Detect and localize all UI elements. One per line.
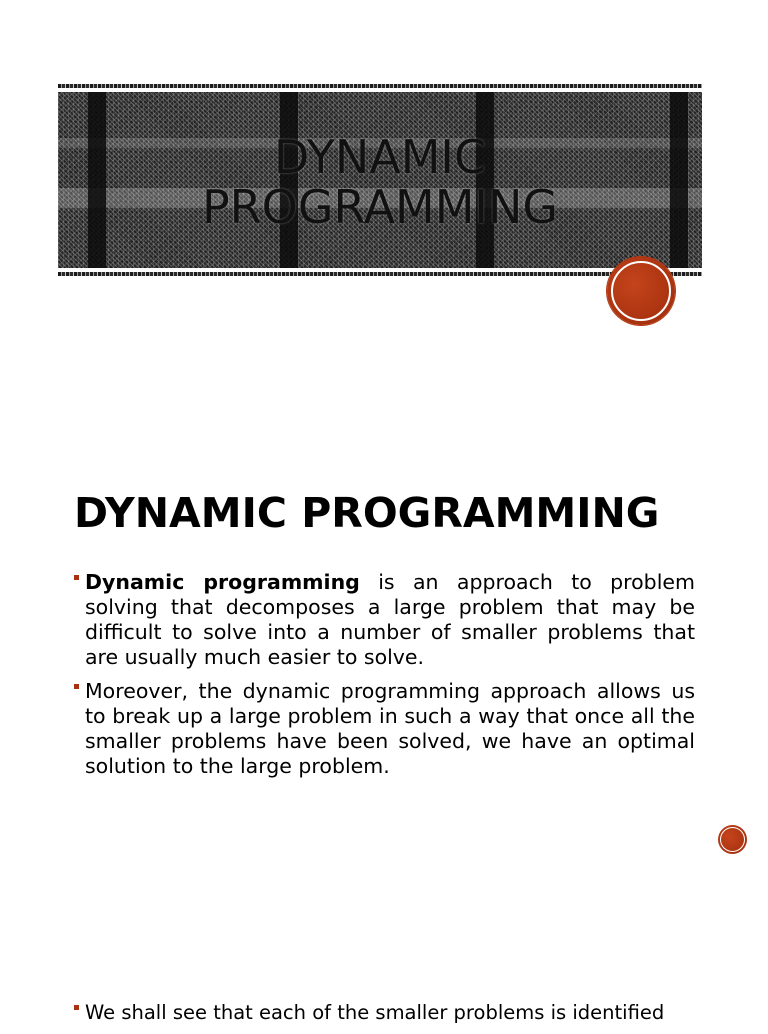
banner-top-border bbox=[58, 84, 702, 88]
square-bullet-icon bbox=[74, 1005, 79, 1010]
bullet-item bbox=[74, 570, 695, 670]
slide2-bullet-list bbox=[74, 570, 695, 788]
square-bullet-icon bbox=[74, 684, 79, 689]
slide3-bullet-list bbox=[74, 1000, 695, 1034]
slide2-title: DYNAMIC PROGRAMMING bbox=[74, 489, 660, 537]
slide-number-circle-icon bbox=[718, 825, 747, 854]
bullet-text: is an approach to problem solving that decomposes a large problem that may be difficult to solve into a number of smaller problems that are usually much easier to solve. bbox=[85, 570, 695, 669]
slide1-title-line1: DYNAMIC bbox=[273, 130, 487, 184]
bullet-text: Moreover, the dynamic programming approach allows us to break up a large problem in such a way that once all the smaller problems have been solved, we have an optimal solution to the large problem. bbox=[85, 679, 695, 778]
bullet-text: We shall see that each of the smaller problems is identified bbox=[85, 1001, 665, 1024]
square-bullet-icon bbox=[74, 575, 79, 580]
slide1-title bbox=[58, 132, 702, 232]
slide1-title-line2: PROGRAMMING bbox=[201, 180, 559, 234]
decorative-circle-icon bbox=[607, 257, 675, 325]
bullet-bold-text: Dynamic programming bbox=[85, 570, 360, 594]
bullet-item bbox=[74, 1000, 695, 1025]
bullet-item bbox=[74, 679, 695, 779]
banner-bottom-border bbox=[58, 272, 702, 276]
